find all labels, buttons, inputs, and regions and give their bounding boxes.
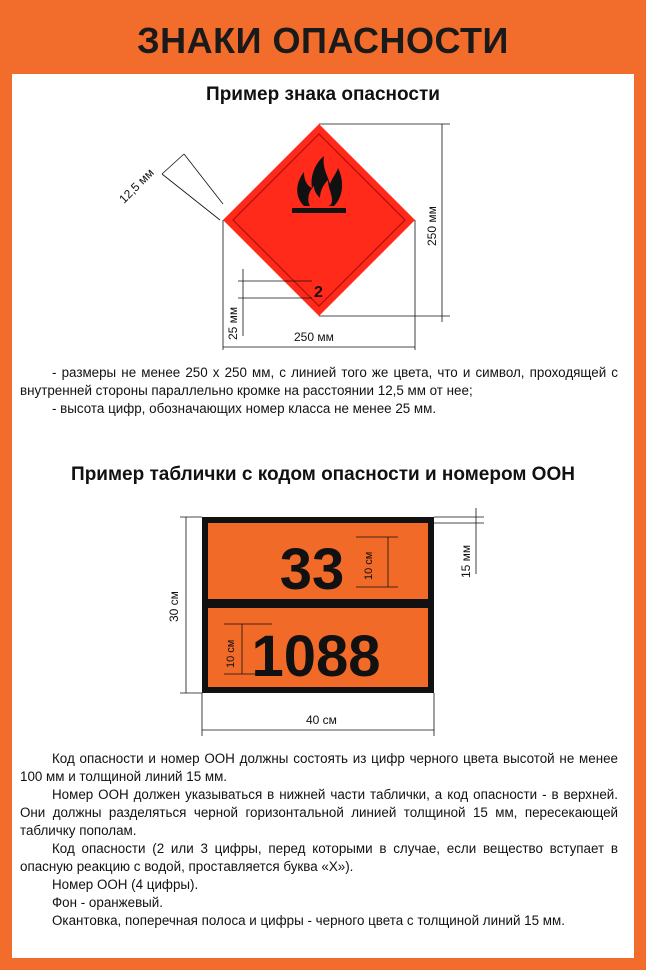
hazard-code: 33 (279, 537, 345, 602)
plate-height-dimension (180, 517, 202, 693)
dim-top-digit-label: 10 см (363, 551, 375, 580)
section2-paragraph: Окантовка, поперечная полоса и цифры - черного цвета с толщиной линий 15 мм. (52, 913, 565, 928)
dim-bottom-digit-label: 10 см (225, 639, 237, 668)
section1-paragraph: - высота цифр, обозначающих номер класса не менее 25 мм. (52, 401, 437, 416)
dim-border-label: 12,5 мм (116, 165, 157, 207)
section2-paragraph: Код опасности (2 или 3 цифры, перед которыми в случае, если вещество вступает в опасную реакцию с водой, проставляется буква «X»). (20, 841, 618, 874)
dim-height-label: 250 мм (425, 206, 439, 246)
dim-line-label: 15 мм (459, 544, 473, 578)
section2-text (20, 750, 618, 930)
dim-plate-height-label: 30 см (167, 591, 181, 622)
dim-width-label: 250 мм (294, 330, 334, 344)
section1-paragraph: - размеры не менее 250 x 250 мм, с линией того же цвета, что и символ, проходящей с внутренней стороны параллельно кромке на расстоянии 12,5 мм от нее; (20, 365, 618, 398)
hazard-sign-diagram (12, 112, 634, 392)
content-panel (12, 74, 634, 958)
section2-title: Пример таблички с кодом опасности и номером ООН (71, 464, 575, 485)
section1-text (20, 364, 618, 418)
line-thickness-dimension (428, 508, 484, 574)
border-dimension (162, 154, 223, 220)
section2-paragraph: Номер ООН (4 цифры). (52, 877, 199, 892)
dim-digit-label: 25 мм (226, 306, 240, 340)
page-title: ЗНАКИ ОПАСНОСТИ (137, 20, 509, 61)
dim-plate-width-label: 40 см (306, 713, 337, 727)
section2-paragraph: Фон - оранжевый. (52, 895, 164, 910)
section2-paragraph: Номер ООН должен указываться в нижней части таблички, а код опасности - в верхней. Они должны разделяться черной горизонтальной линией толщиной 15 мм, пересекающей табличку пополам. (20, 787, 618, 838)
section1-title: Пример знака опасности (206, 84, 440, 105)
class-number: 2 (314, 284, 323, 301)
un-number: 1088 (251, 624, 381, 689)
section2-paragraph: Код опасности и номер ООН должны состоять из цифр черного цвета высотой не менее 100 мм и толщиной линий 15 мм. (20, 751, 618, 784)
un-plate-diagram (12, 504, 634, 744)
